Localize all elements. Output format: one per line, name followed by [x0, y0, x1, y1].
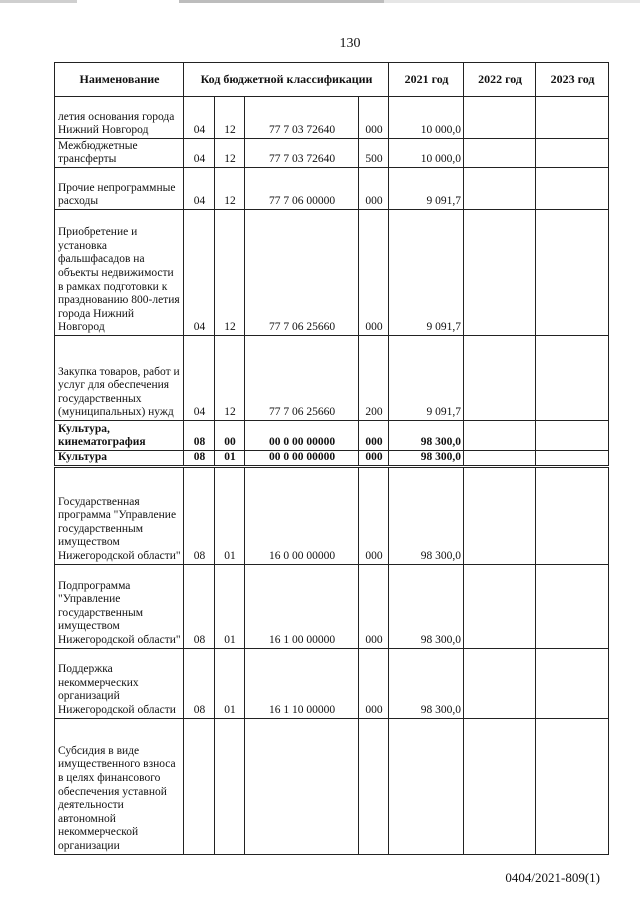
row-amount-2023 [536, 718, 609, 854]
row-target-code: 77 7 06 25660 [245, 336, 359, 421]
row-subsection: 12 [215, 210, 245, 336]
row-subsection: 01 [215, 451, 245, 467]
row-amount-2023 [536, 451, 609, 467]
row-subsection: 01 [215, 466, 245, 564]
row-subsection: 01 [215, 564, 245, 648]
row-amount-2021: 9 091,7 [389, 336, 464, 421]
table-row [55, 718, 609, 854]
row-amount-2021: 98 300,0 [389, 421, 464, 451]
row-amount-2023 [536, 168, 609, 210]
table-row [55, 168, 609, 210]
budget-table [54, 62, 609, 855]
row-subsection: 12 [215, 336, 245, 421]
row-amount-2022 [464, 451, 536, 467]
document-code: 0404/2021-809(1) [505, 870, 600, 885]
row-amount-2022 [464, 648, 536, 718]
row-amount-2021: 98 300,0 [389, 564, 464, 648]
row-expense-type: 000 [359, 421, 389, 451]
row-expense-type: 000 [359, 451, 389, 467]
row-subsection: 12 [215, 168, 245, 210]
row-name: Государственная программа "Управление государственным имуществом Нижегородской области" [55, 466, 184, 564]
row-expense-type: 000 [359, 648, 389, 718]
row-name: Межбюджетные трансферты [55, 139, 184, 168]
row-expense-type: 200 [359, 336, 389, 421]
row-section: 04 [184, 336, 215, 421]
row-expense-type: 000 [359, 466, 389, 564]
row-section: 04 [184, 210, 215, 336]
row-amount-2023 [536, 648, 609, 718]
row-amount-2022 [464, 210, 536, 336]
row-subsection: 12 [215, 97, 245, 139]
row-section: 08 [184, 466, 215, 564]
table-header-row [55, 63, 609, 97]
row-amount-2022 [464, 336, 536, 421]
row-subsection: 12 [215, 139, 245, 168]
row-amount-2021 [389, 718, 464, 854]
row-expense-type: 500 [359, 139, 389, 168]
row-amount-2021: 10 000,0 [389, 139, 464, 168]
row-amount-2023 [536, 564, 609, 648]
row-amount-2023 [536, 210, 609, 336]
row-target-code: 16 0 00 00000 [245, 466, 359, 564]
row-amount-2023 [536, 97, 609, 139]
table-row [55, 648, 609, 718]
header-2021: 2021 год [389, 63, 464, 97]
table-row [55, 466, 609, 564]
row-target-code: 00 0 00 00000 [245, 451, 359, 467]
row-amount-2023 [536, 466, 609, 564]
table-row [55, 139, 609, 168]
row-amount-2022 [464, 718, 536, 854]
scan-edge [0, 0, 640, 3]
row-section: 08 [184, 564, 215, 648]
row-amount-2022 [464, 97, 536, 139]
row-name: Субсидия в виде имущественного взноса в целях финансового обеспечения уставной деятельности автономной некоммерческой организации [55, 718, 184, 854]
row-amount-2021: 98 300,0 [389, 648, 464, 718]
table-row [55, 97, 609, 139]
header-2023: 2023 год [536, 63, 609, 97]
table-row [55, 564, 609, 648]
row-amount-2023 [536, 139, 609, 168]
row-amount-2023 [536, 421, 609, 451]
row-section [184, 718, 215, 854]
row-amount-2022 [464, 466, 536, 564]
row-expense-type: 000 [359, 210, 389, 336]
row-subsection: 00 [215, 421, 245, 451]
row-expense-type [359, 718, 389, 854]
row-amount-2021: 9 091,7 [389, 210, 464, 336]
row-name: Подпрограмма "Управление государственным имуществом Нижегородской области" [55, 564, 184, 648]
row-name: Культура, кинематография [55, 421, 184, 451]
row-name: Закупка товаров, работ и услуг для обеспечения государственных (муниципальных) нужд [55, 336, 184, 421]
row-amount-2021: 10 000,0 [389, 97, 464, 139]
row-amount-2022 [464, 168, 536, 210]
page-number: 130 [339, 36, 361, 51]
header-code: Код бюджетной классификации [184, 63, 389, 97]
row-amount-2023 [536, 336, 609, 421]
row-amount-2021: 9 091,7 [389, 168, 464, 210]
row-target-code: 16 1 10 00000 [245, 648, 359, 718]
table-row [55, 210, 609, 336]
row-expense-type: 000 [359, 168, 389, 210]
table-row [55, 421, 609, 451]
row-target-code: 77 7 03 72640 [245, 139, 359, 168]
row-name: летия основания города Нижний Новгород [55, 97, 184, 139]
header-2022: 2022 год [464, 63, 536, 97]
row-subsection: 01 [215, 648, 245, 718]
row-amount-2022 [464, 421, 536, 451]
row-name: Поддержка некоммерческих организаций Нижегородской области [55, 648, 184, 718]
row-target-code: 00 0 00 00000 [245, 421, 359, 451]
row-expense-type: 000 [359, 97, 389, 139]
row-amount-2022 [464, 139, 536, 168]
row-expense-type: 000 [359, 564, 389, 648]
row-amount-2021: 98 300,0 [389, 466, 464, 564]
row-target-code: 77 7 03 72640 [245, 97, 359, 139]
row-target-code [245, 718, 359, 854]
table-body [55, 97, 609, 855]
row-amount-2022 [464, 564, 536, 648]
table-row [55, 336, 609, 421]
row-section: 04 [184, 139, 215, 168]
row-subsection [215, 718, 245, 854]
row-section: 08 [184, 421, 215, 451]
row-amount-2021: 98 300,0 [389, 451, 464, 467]
table-row [55, 451, 609, 467]
row-name: Приобретение и установка фальшфасадов на объекты недвижимости в рамках подготовки к празднованию 800-летия города Нижний Новгород [55, 210, 184, 336]
row-target-code: 77 7 06 00000 [245, 168, 359, 210]
row-section: 04 [184, 97, 215, 139]
row-section: 08 [184, 648, 215, 718]
row-name: Культура [55, 451, 184, 467]
row-section: 08 [184, 451, 215, 467]
header-name: Наименование [55, 63, 184, 97]
row-target-code: 77 7 06 25660 [245, 210, 359, 336]
row-target-code: 16 1 00 00000 [245, 564, 359, 648]
row-section: 04 [184, 168, 215, 210]
row-name: Прочие непрограммные расходы [55, 168, 184, 210]
